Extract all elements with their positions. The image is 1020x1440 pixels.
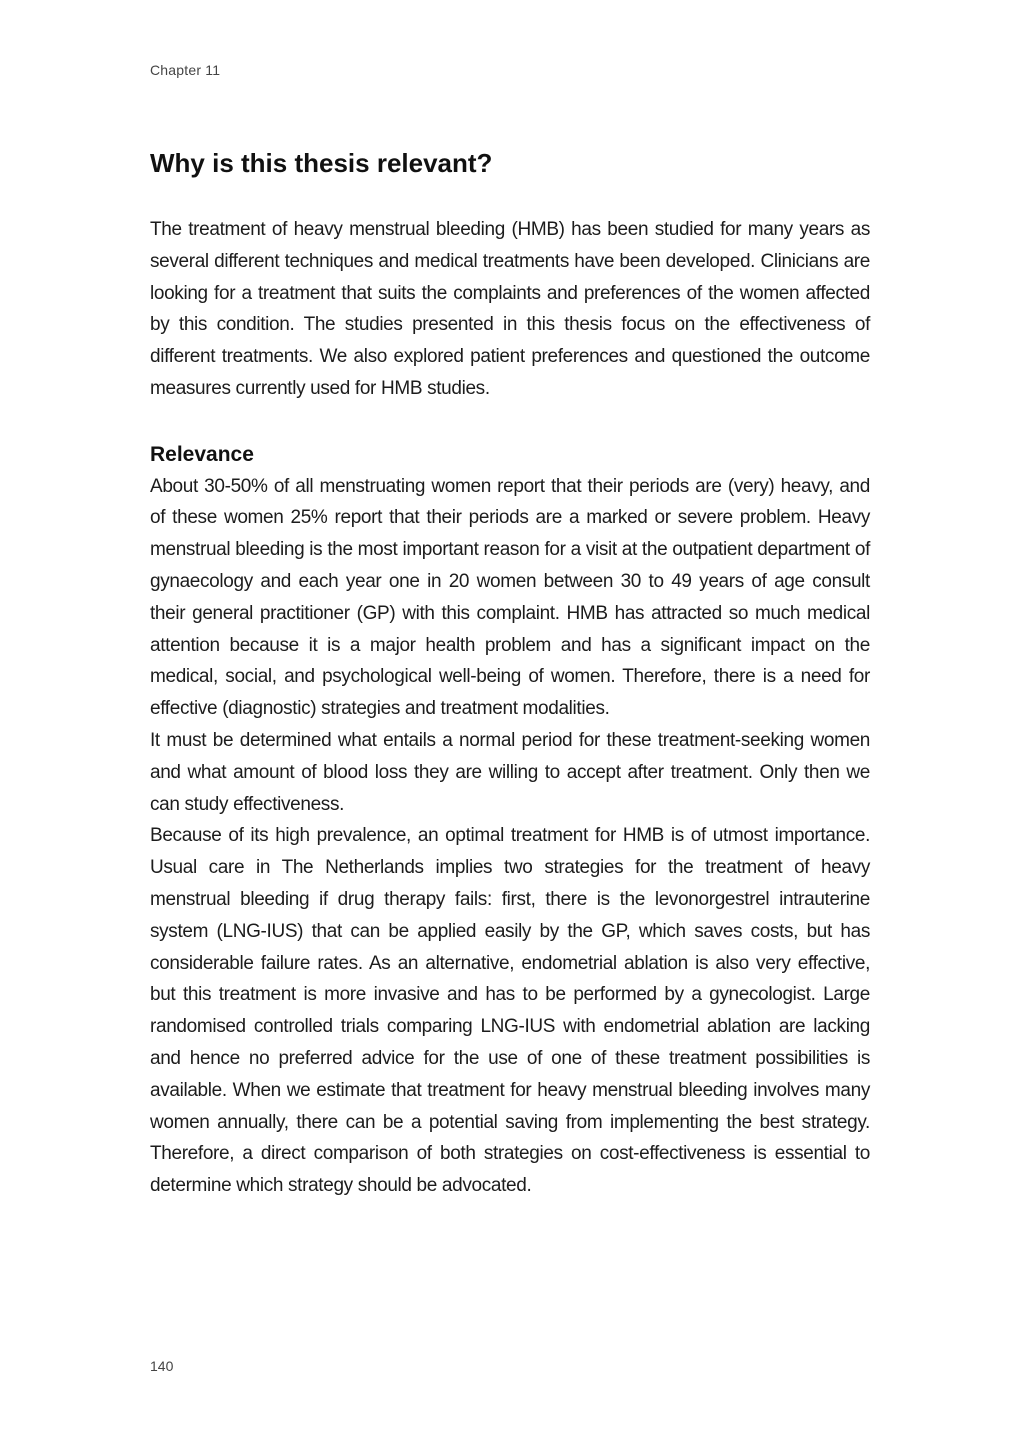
intro-paragraph: The treatment of heavy menstrual bleeding (HMB) has been studied for many years as several different techniques and medical treatments have been developed. Clinicians are looking for a treatment that suits the complaints and preferences of the women affected by this condition. The studies presented in this thesis focus on the effectiveness of different treatments. We also explored patient preferences and questioned the outcome measures currently used for HMB studies. [150, 219, 870, 399]
section-heading-relevance: Relevance [150, 442, 254, 466]
page-content [150, 146, 870, 1202]
relevance-paragraph-3: Because of its high prevalence, an optimal treatment for HMB is of utmost importance. Usual care in The Netherlands implies two strategies for the treatment of heavy menstrual bleeding if drug therapy fails: first, there is the levonorgestrel intrauterine system (LNG-IUS) that can be applied easily by the GP, which saves costs, but has considerable failure rates. As an alternative, endometrial ablation is also very effective, but this treatment is more invasive and has to be performed by a gynecologist. Large randomised controlled trials comparing LNG-IUS with endometrial ablation are lacking and hence no preferred advice for the use of one of these treatment possibilities is available. When we estimate that treatment for heavy menstrual bleeding involves many women annually, there can be a potential saving from implementing the best strategy. Therefore, a direct comparison of both strategies on cost-effectiveness is essential to determine which strategy should be advocated. [150, 825, 870, 1197]
page-title: Why is this thesis relevant? [150, 148, 493, 178]
running-head: Chapter 11 [150, 62, 221, 78]
relevance-paragraph-2: It must be determined what entails a normal period for these treatment-seeking women and what amount of blood loss they are willing to accept after treatment. Only then we can study effectiveness. [150, 729, 870, 815]
page-number: 140 [150, 1358, 174, 1374]
relevance-paragraph-1: About 30-50% of all menstruating women report that their periods are (very) heavy, and of these women 25% report that their periods are a marked or severe problem. Heavy menstrual bleeding is the most important reason for a visit at the outpatient department of gynaecology and each year one in 20 women between 30 to 49 years of age consult their general practitioner (GP) with this complaint. HMB has attracted so much medical attention because it is a major health problem and has a significant impact on the medical, social, and psychological well-being of women. Therefore, there is a need for effective (diagnostic) strategies and treatment modalities. [150, 475, 870, 720]
